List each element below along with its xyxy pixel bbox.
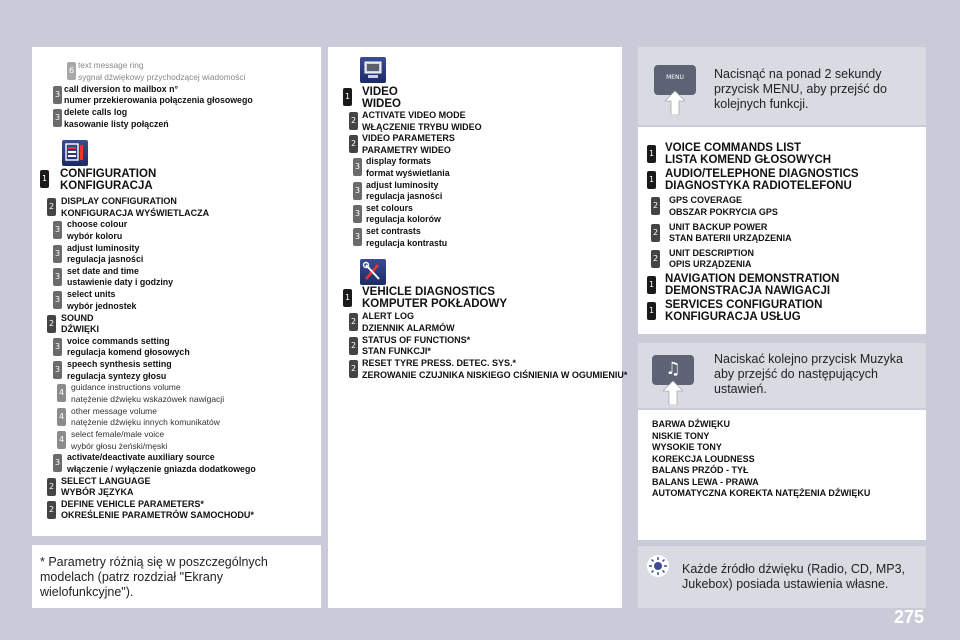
music-setting-item: NISKIE TONY [652,430,710,441]
menu-item-line: STAN BATERII URZĄDZENIA [669,233,792,244]
menu-item-line: choose colour [67,219,128,230]
menu-item [64,107,169,130]
menu-item-line: ustawienie daty i godziny [67,277,174,288]
menu-item-line: text message ring [78,60,144,70]
menu-item-line: OKREŚLENIE PARAMETRÓW SAMOCHODU* [61,510,254,521]
menu-instruction-text: Nacisnąć na ponad 2 sekundy przycisk MENU, aby przejść do kolejnych funkcji. [714,67,887,111]
menu-item-line: OPIS URZĄDZENIA [669,259,752,270]
level-badge: 2 [47,501,56,519]
menu-item [366,203,441,226]
menu-item-line: select female/male voice [71,429,165,439]
menu-item-line: regulacja komend głosowych [67,347,190,358]
menu-item-line: WYBÓR JĘZYKA [61,487,134,498]
level-badge: 2 [651,250,660,268]
level-badge: 2 [47,315,56,333]
level-badge: 2 [349,112,358,130]
menu-item [665,300,822,323]
config-level-badge: 1 [40,170,49,188]
menu-item [67,289,136,312]
menu-item [67,243,143,266]
level-badge: 3 [53,291,62,309]
menu-item-line: OBSZAR POKRYCIA GPS [669,206,778,217]
menu-item [67,266,173,289]
menu-item-line: regulacja kontrastu [366,237,448,248]
menu-item-line: SOUND [61,312,94,323]
menu-item-line: voice commands setting [67,335,170,346]
level-badge: 2 [651,197,660,215]
menu-item-line: VIDEO PARAMETERS [362,133,455,144]
menu-item-line: UNIT BACKUP POWER [669,221,768,232]
menu-item-line: kasowanie listy połączeń [64,118,169,129]
level-badge: 2 [349,337,358,355]
menu-item-line: DISPLAY CONFIGURATION [61,196,177,206]
menu-item-line: DZIENNIK ALARMÓW [362,322,455,333]
menu-item-line: natężenie dźwięku wskazówek nawigacji [71,393,225,404]
music-setting-item: BALANS PRZÓD - TYŁ [652,465,749,475]
vehicle-diagnostics-icon [360,259,386,285]
menu-item-line: numer przekierowania połączenia głosowego [64,95,253,105]
menu-item [71,406,220,429]
menu-item [67,336,190,359]
page-number: 275 [893,607,924,627]
menu-item-line: wybór głosu żeński/męski [71,440,168,451]
menu-item-line: włączenie / wyłączenie gniazda dodatkowego [67,463,256,474]
level-badge: 6 [67,62,76,80]
tip-text: Każde źródło dźwięku (Radio, CD, MP3, Jukebox) posiada ustawienia własne. [682,562,906,591]
menu-item-line: select units [67,289,116,300]
level-badge: 2 [47,198,56,216]
music-setting-item: AUTOMATYCZNA KOREKTA NATĘŻENIA DŹWIĘKU [652,488,871,498]
video-icon [360,57,386,83]
menu-item-line: AUDIO/TELEPHONE DIAGNOSTICS [665,168,859,181]
menu-item-line: ZEROWANIE CZUJNIKA NISKIEGO CIŚNIENIA W OGUMIENIU* [362,369,628,380]
menu-item [61,313,99,336]
footnote-panel [32,545,321,608]
level-badge: 2 [47,478,56,496]
menu-item-line: PARAMETRY WIDEO [362,144,451,155]
music-instruction-text: Naciskać kolejno przycisk Muzyka aby przejść do następujących ustawień. [714,352,903,396]
menu-item-line: KONFIGURACJA USŁUG [665,310,801,323]
menu-item-line: RESET TYRE PRESS. DETEC. SYS.* [362,358,517,368]
menu-instruction-panel [638,47,926,125]
level-badge: 3 [353,158,362,176]
menu-item [366,156,450,179]
level-badge: 3 [53,361,62,379]
music-settings-list [652,419,870,500]
level-badge: 4 [57,408,66,426]
menu-item-line: wybór koloru [67,230,123,241]
menu-item-line: regulacja jasności [366,191,443,202]
menu-item-line: STATUS OF FUNCTIONS* [362,334,471,345]
menu-item-line: set contrasts [366,226,421,236]
menu-item-line: format wyświetlania [366,167,450,178]
menu-item [366,226,447,249]
level-badge: 3 [53,454,62,472]
level-badge: 1 [647,276,656,294]
level-badge: 3 [53,109,62,127]
menu-item [362,133,455,156]
menu-item-line: adjust luminosity [366,179,439,190]
menu-item [71,429,167,452]
level-badge: 1 [647,171,656,189]
menu-item [61,499,254,522]
menu-item [669,222,792,245]
level-badge: 4 [57,384,66,402]
music-instruction-panel [638,343,926,408]
menu-item [362,358,627,381]
menu-item-line: ALERT LOG [362,311,414,321]
menu-item [669,248,754,271]
menu-item-line: DEMONSTRACJA NAWIGACJI [665,284,831,297]
menu-item-line: regulacja syntezy głosu [67,370,167,381]
menu-item [362,311,455,334]
level-badge: 4 [57,431,66,449]
level-badge: 2 [349,313,358,331]
press-arrow-icon [663,381,683,405]
menu-item [665,274,839,297]
menu-item-line: UNIT DESCRIPTION [669,247,755,258]
menu-item-line: set colours [366,202,413,213]
menu-item-line: other message volume [71,405,157,416]
menu-item-line: regulacja kolorów [366,214,441,225]
menu-item [71,382,224,405]
music-setting-item: BALANS LEWA - PRAWA [652,476,759,487]
level-badge: 3 [53,221,62,239]
menu-item-line: set date and time [67,265,139,276]
menu-item-line: display formats [366,156,432,167]
tip-icon [646,554,670,578]
menu-item-line: delete calls log [64,107,128,117]
menu-item-line: ACTIVATE VIDEO MODE [362,110,466,120]
menu-item-line: GPS COVERAGE [669,195,743,206]
configuration-heading: CONFIGURATION KONFIGURACJA [60,168,157,192]
music-setting-item: KOREKCJA LOUDNESS [652,453,755,464]
level-badge: 3 [353,205,362,223]
level-badge: 3 [53,245,62,263]
music-setting-item: WYSOKIE TONY [652,442,722,452]
menu-item-line: VOICE COMMANDS LIST [665,142,802,154]
music-setting-item: BARWA DŹWIĘKU [652,419,730,429]
menu-item-line: regulacja jasności [67,254,144,265]
menu-item-line: call diversion to mailbox n° [64,83,178,94]
level-badge: 3 [353,228,362,246]
menu-button-label: MENU [666,74,684,81]
level-badge: 3 [353,182,362,200]
menu-item [67,359,172,382]
level-badge: 1 [647,302,656,320]
menu-item-line: guidance instructions volume [71,382,181,393]
video-level-badge: 1 [343,88,352,106]
menu-item [665,169,859,192]
menu-item [67,219,127,242]
menu-item-line: SERVICES CONFIGURATION [665,299,823,312]
music-note-icon: ♫ [665,359,681,379]
menu-item-line: natężenie dźwięku innych komunikatów [71,417,220,428]
level-badge: 3 [53,338,62,356]
level-badge: 2 [651,224,660,242]
menu-item [67,452,256,475]
menu-item [362,335,470,358]
menu-item-line: activate/deactivate auxiliary source [67,452,215,463]
menu-item-line: SELECT LANGUAGE [61,475,151,486]
menu-item-line: WŁĄCZENIE TRYBU WIDEO [362,121,482,132]
middle-panel [328,47,628,608]
video-heading: VIDEO WIDEO [362,86,401,110]
configuration-icon [62,140,88,166]
menu-item-line: wybór jednostek [67,300,137,311]
menu-item-line: STAN FUNKCJI* [362,346,431,356]
footnote-text: * Parametry różnią się w poszczególnych modelach (patrz rozdział "Ekrany wielofunkcyjne"). [40,555,268,599]
left-panel [32,47,321,536]
level-badge: 3 [53,268,62,286]
menu-item [366,180,442,203]
menu-item-line: KONFIGURACJA WYŚWIETLACZA [61,207,210,218]
menu-item [64,84,253,107]
menu-item [362,110,482,133]
menu-item-line: DEFINE VEHICLE PARAMETERS* [61,498,204,509]
vehicle-diagnostics-heading: VEHICLE DIAGNOSTICS KOMPUTER POKŁADOWY [362,286,508,310]
tip-panel [638,546,926,608]
menu-item [78,60,245,83]
level-badge: 3 [53,86,62,104]
menu-item [669,195,778,218]
menu-item-line: speech synthesis setting [67,359,172,370]
menu-item-line: DŹWIĘKI [61,324,99,334]
menu-item-line: DIAGNOSTYKA RADIOTELEFONU [665,179,852,192]
music-settings-panel [638,410,926,540]
menu-item [665,143,831,166]
level-badge: 1 [647,145,656,163]
menu-item [61,196,209,219]
vehicle-level-badge: 1 [343,289,352,307]
menu-item-line: adjust luminosity [67,242,140,253]
menu-item-line: LISTA KOMEND GŁOSOWYCH [665,153,832,166]
menu-item [61,476,151,499]
menu-functions-panel [638,127,926,334]
level-badge: 2 [349,360,358,378]
menu-item-line: NAVIGATION DEMONSTRATION [665,273,840,285]
menu-item-line: sygnał dźwiękowy przychodzącej wiadomości [78,71,246,82]
level-badge: 2 [349,135,358,153]
press-arrow-icon [665,91,685,115]
